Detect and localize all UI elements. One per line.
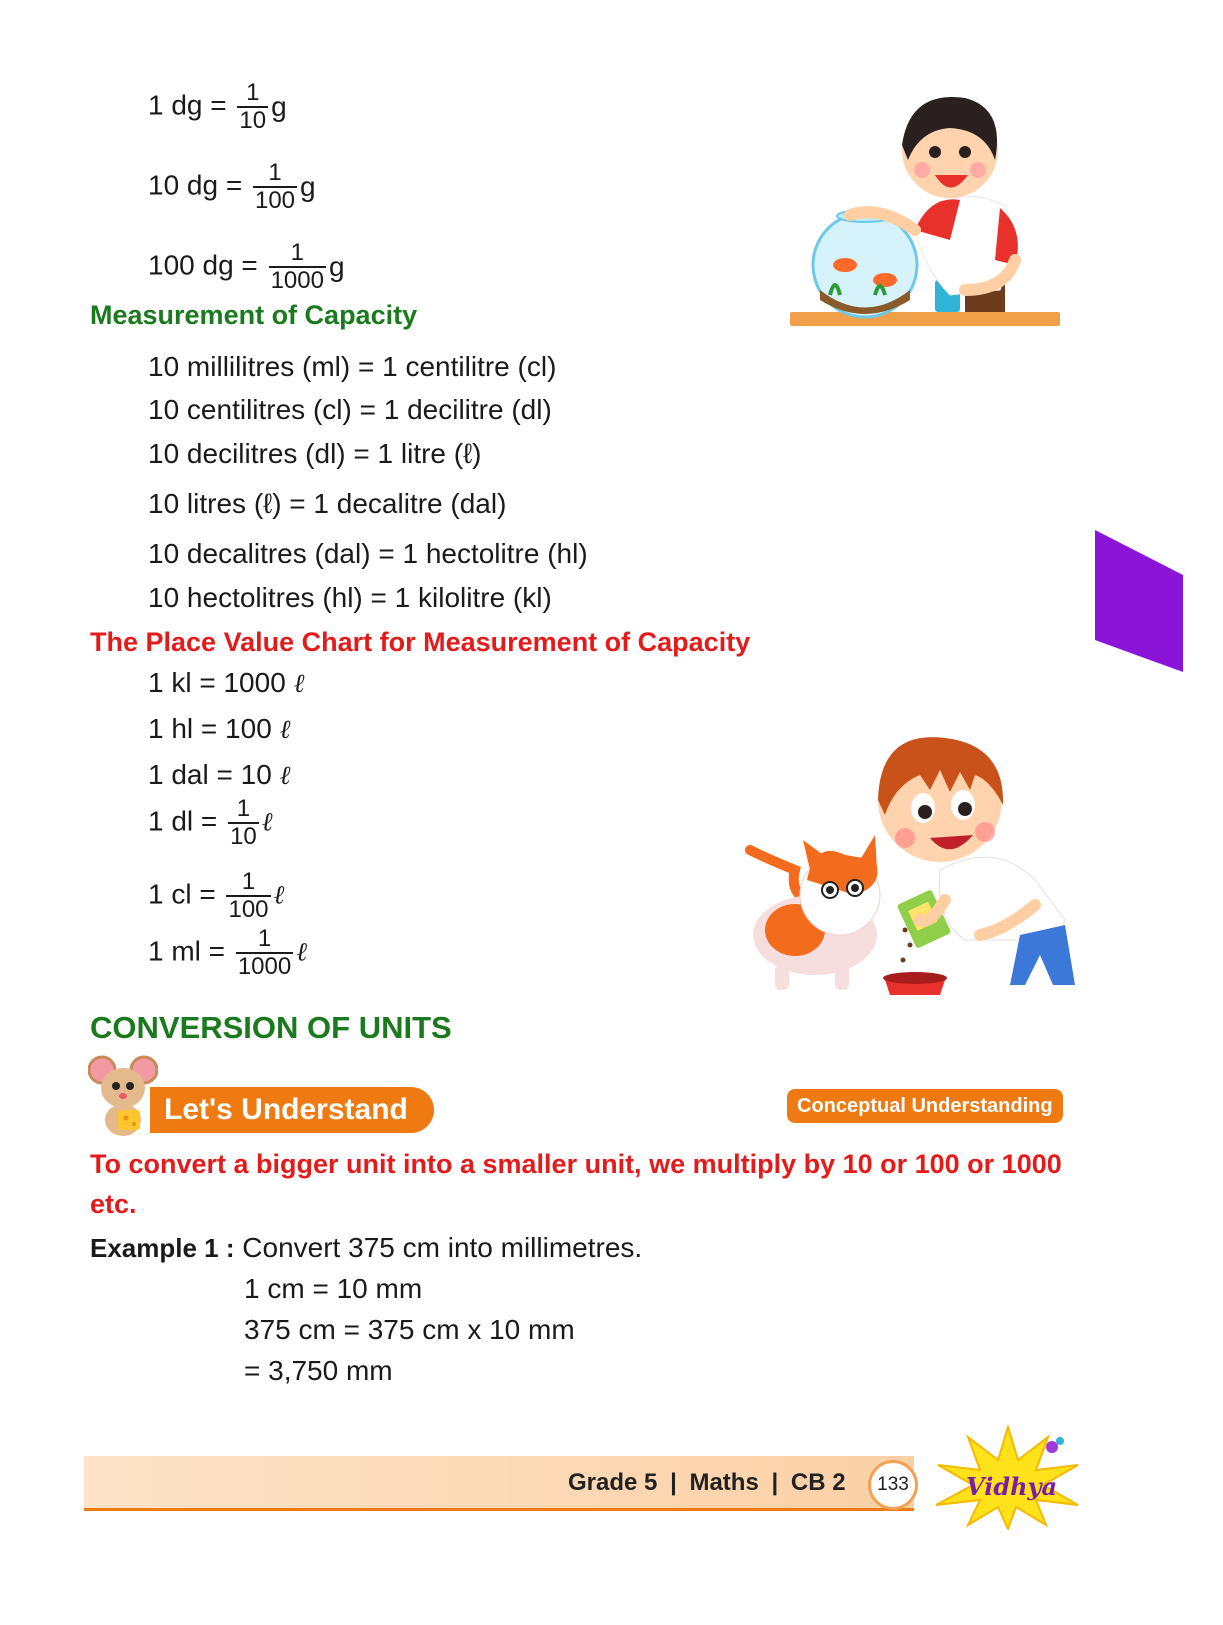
numerator: 1 — [236, 795, 251, 822]
place-value-left: 1 ml = — [148, 935, 226, 967]
conversion-rule-line1: To convert a bigger unit into a smaller unit, we multiply by 10 or 100 or 1000 — [90, 1149, 1062, 1179]
example-text: Convert 375 cm into millimetres. — [242, 1232, 643, 1263]
litre-unit: ℓ — [273, 880, 285, 911]
fraction — [228, 796, 259, 850]
denominator: 100 — [228, 896, 269, 923]
gram-left: 1 dg = — [148, 89, 227, 121]
capacity-line: 10 litres (ℓ) = 1 decalitre (dal) — [148, 488, 507, 519]
conversion-heading: CONVERSION OF UNITS — [90, 1010, 452, 1045]
unit: g — [300, 171, 316, 202]
litre-unit: ℓ — [293, 669, 305, 699]
example-step: 1 cm = 10 mm — [244, 1273, 423, 1304]
fraction — [253, 160, 297, 214]
litre-unit: ℓ — [279, 715, 291, 745]
footer-separator: | — [670, 1469, 677, 1496]
fraction — [236, 926, 293, 980]
vidhya-logo-text: Vidhya — [966, 1472, 1058, 1501]
denominator: 100 — [254, 187, 296, 214]
place-value-heading: The Place Value Chart for Measurement of Capacity — [90, 627, 751, 657]
unit: g — [328, 251, 345, 282]
place-value-left: 1 hl = 100 — [148, 713, 272, 744]
footer-grade: Grade 5 — [568, 1469, 658, 1496]
numerator: 1 — [257, 925, 272, 952]
capacity-heading: Measurement of Capacity — [90, 300, 418, 330]
footer-book: CB 2 — [790, 1469, 846, 1496]
gram-conversion-3 — [148, 240, 345, 294]
denominator: 10 — [230, 823, 257, 850]
place-value-line — [148, 712, 290, 747]
capacity-line: 10 centilitres (cl) = 1 decilitre (dl) — [148, 394, 552, 425]
place-value-left: 1 kl = 1000 — [148, 667, 286, 698]
conversion-rule-line2: etc. — [90, 1189, 137, 1219]
gram-left: 100 dg = — [148, 249, 258, 281]
place-value-line — [148, 666, 304, 701]
capacity-line: 10 hectolitres (hl) = 1 kilolitre (kl) — [148, 582, 552, 613]
conceptual-understanding-tag: Conceptual Understanding — [787, 1089, 1063, 1123]
capacity-line: 10 decalitres (dal) = 1 hectolitre (hl) — [148, 538, 588, 569]
numerator: 1 — [246, 79, 260, 106]
litre-unit: ℓ — [279, 761, 291, 791]
side-tab — [1095, 530, 1185, 672]
place-value-fraction-line — [148, 926, 307, 980]
place-value-fraction-line — [148, 869, 284, 923]
capacity-line: 10 millilitres (ml) = 1 centilitre (cl) — [148, 351, 557, 382]
example-step: 375 cm = 375 cm x 10 mm — [244, 1314, 575, 1345]
fraction — [226, 869, 270, 923]
denominator: 1000 — [237, 953, 292, 980]
gram-conversion-1 — [148, 80, 287, 134]
gram-left: 10 dg = — [148, 169, 243, 201]
page-number: 133 — [868, 1460, 918, 1510]
mouse-mascot-icon — [88, 1052, 158, 1138]
footer-label — [568, 1469, 846, 1497]
boy-fishbowl-illustration — [790, 90, 1070, 340]
example-step: = 3,750 mm — [244, 1355, 393, 1386]
example-label: Example 1 : — [90, 1233, 235, 1263]
unit: g — [271, 91, 287, 122]
place-value-line — [148, 758, 290, 793]
footer-separator: | — [771, 1469, 779, 1496]
capacity-line: 10 decilitres (dl) = 1 litre (ℓ) — [148, 438, 482, 469]
litre-unit: ℓ — [261, 807, 273, 838]
boy-feeding-cat-illustration — [735, 720, 1085, 1005]
place-value-fraction-line — [148, 796, 273, 850]
litre-unit: ℓ — [296, 937, 308, 968]
fraction — [237, 80, 268, 134]
denominator: 10 — [239, 107, 267, 134]
lets-understand-label: Let's Understand — [150, 1087, 434, 1133]
place-value-left: 1 cl = — [148, 878, 216, 910]
place-value-left: 1 dl = — [148, 805, 218, 837]
numerator: 1 — [290, 239, 304, 266]
place-value-left: 1 dal = 10 — [148, 759, 272, 790]
example-1 — [90, 1231, 642, 1265]
denominator: 1000 — [270, 267, 324, 294]
numerator: 1 — [241, 868, 256, 895]
footer-subject: Maths — [689, 1469, 759, 1496]
numerator: 1 — [268, 159, 282, 186]
fraction — [269, 240, 326, 294]
gram-conversion-2 — [148, 160, 316, 214]
